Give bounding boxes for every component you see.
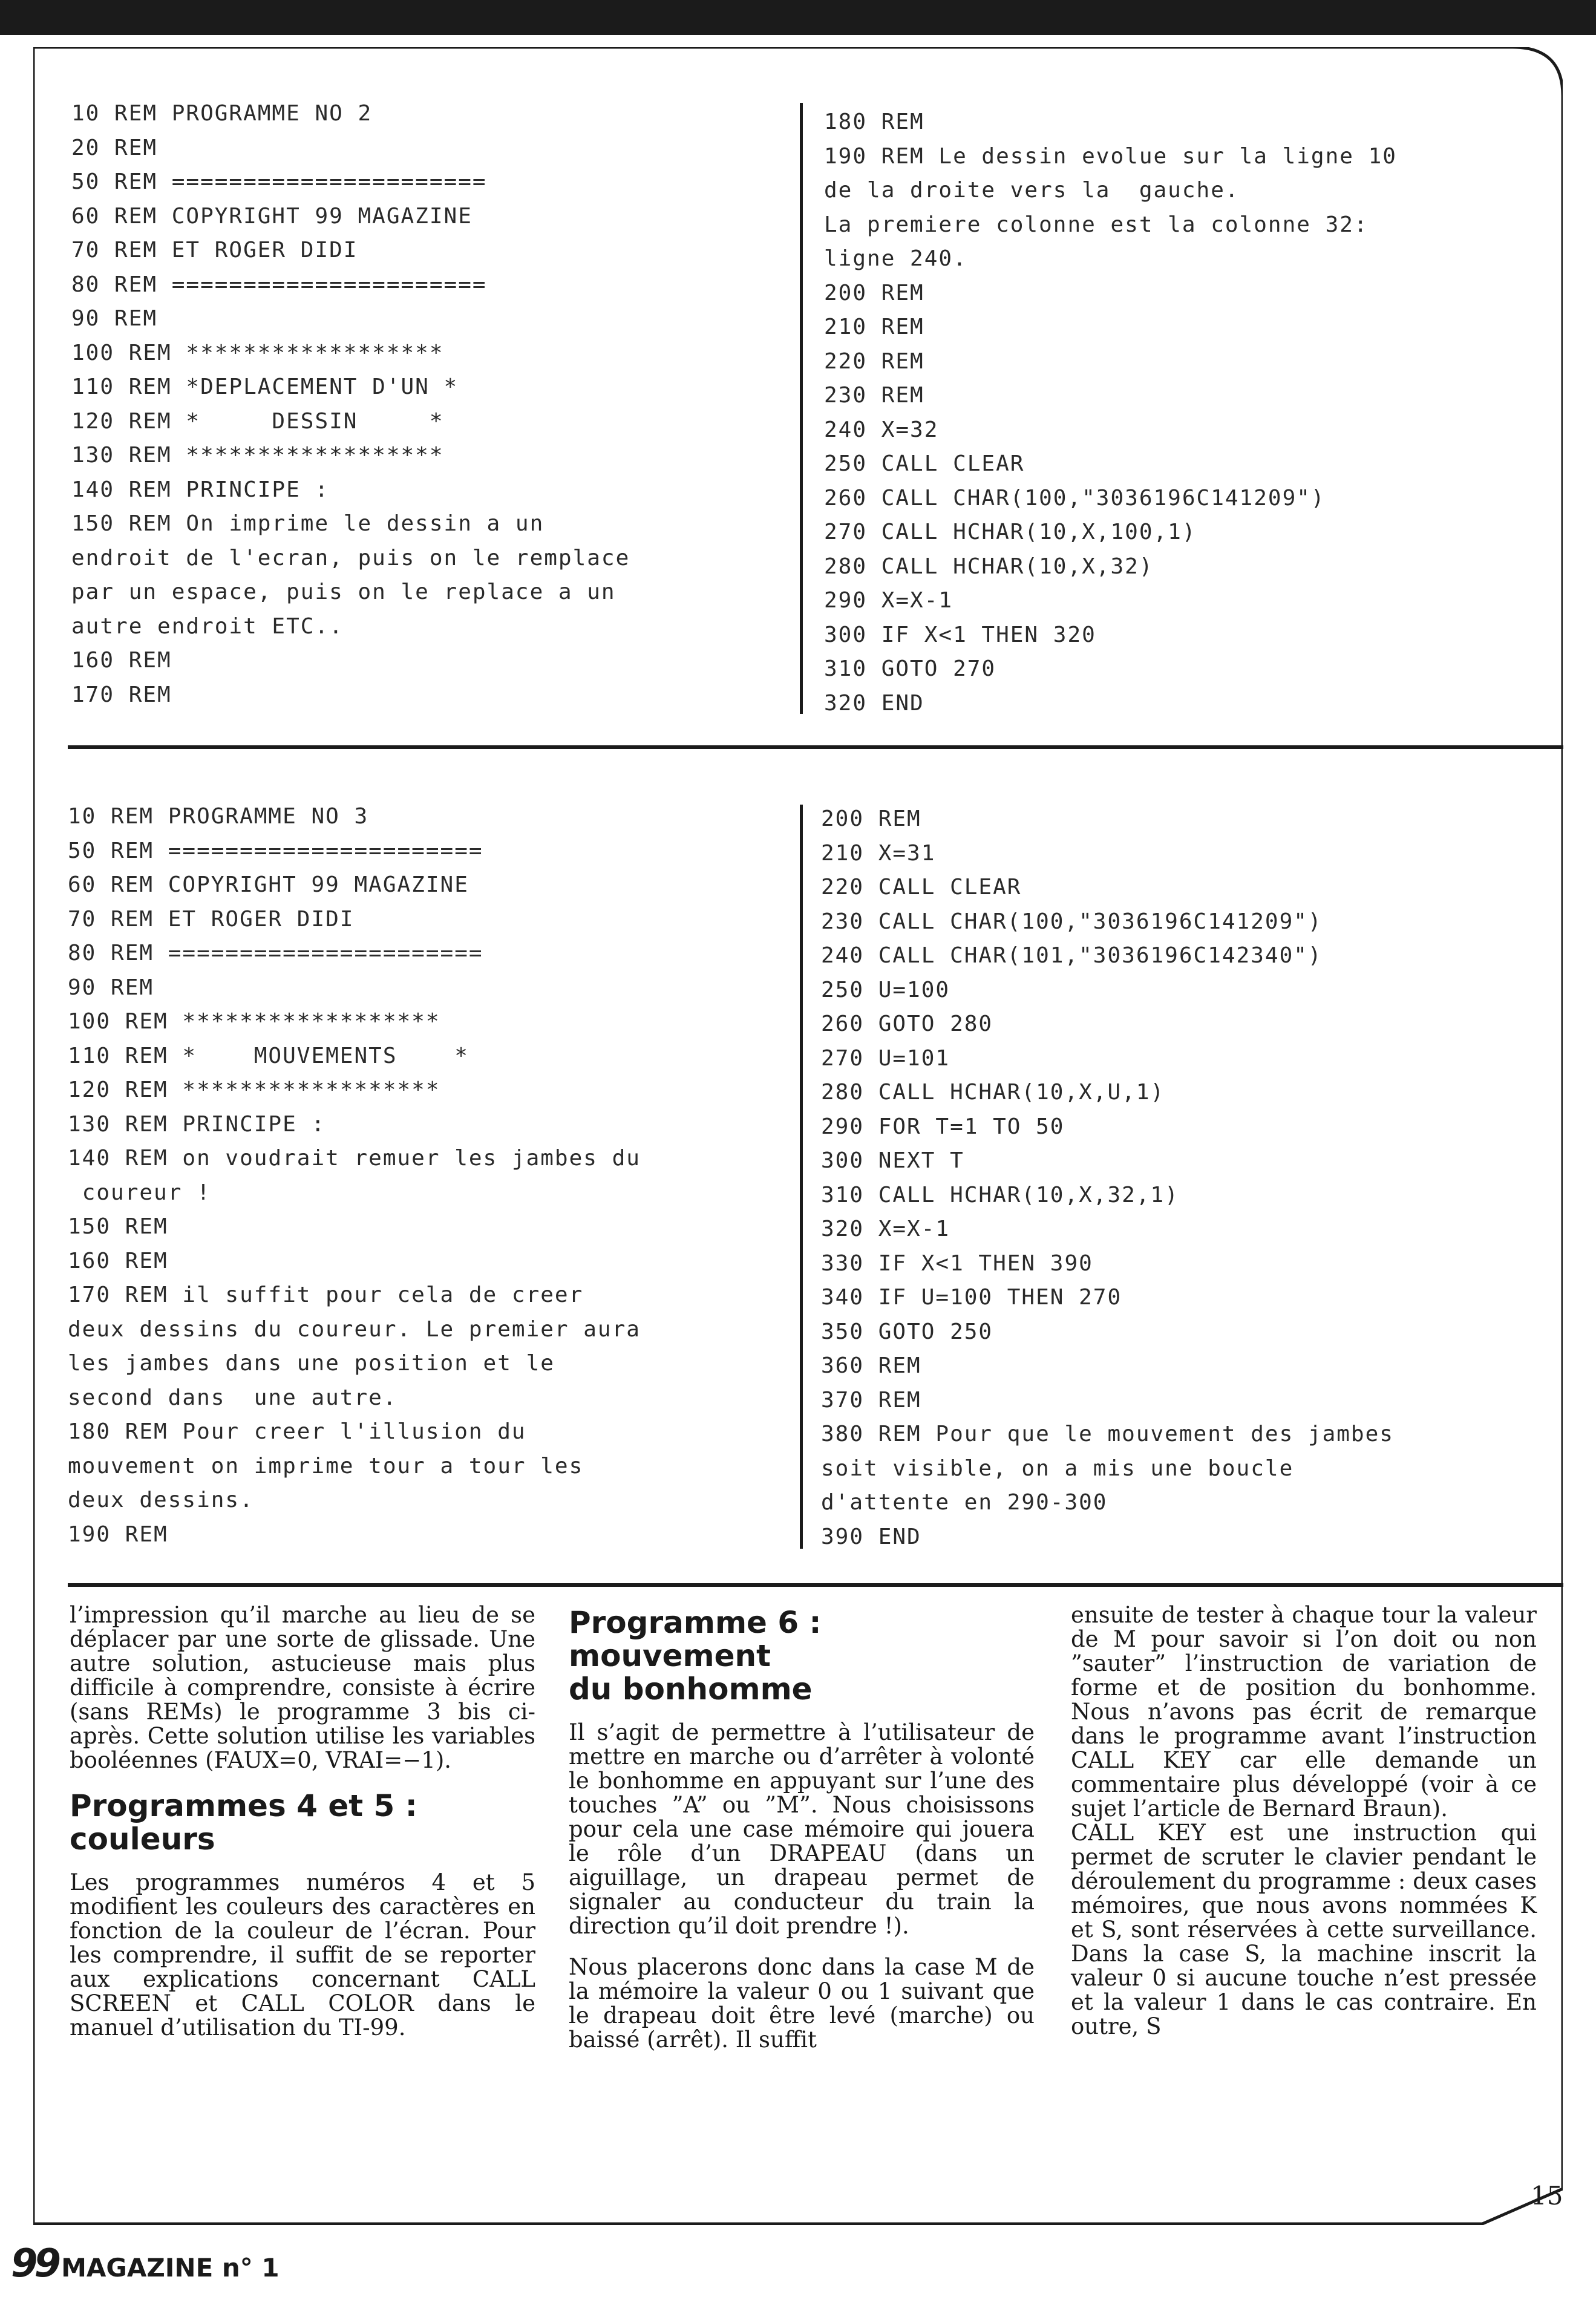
listing-program-3-left: 10 REM PROGRAMME NO 3 50 REM ====================== 60 REM COPYRIGHT 99 MAGAZINE 70 REM ET ROGER DIDI 80 REM ====================== 90 REM 100 REM ****************** 110 REM * MOUVEMENTS * 120 REM ****************** 130 REM PRINCIPE : 140 REM on voudrait remuer les jambes du coureur ! 150 REM 160 REM 170 REM il suffit pour cela de creer deux dessins du coureur. Le premier aura les jambes dans une position et le second dans une autre. 180 REM Pour creer l'illusion du mouvement on imprime tour a tour les deux dessins. 190 REM: [68, 804, 641, 1547]
listing-program-3-right: 200 REM 210 X=31 220 CALL CLEAR 230 CALL CHAR(100,"3036196C141209") 240 CALL CHAR(101,"3036196C142340") 250 U=100 260 GOTO 280 270 U=101 280 CALL HCHAR(10,X,U,1) 290 FOR T=1 TO 50 300 NEXT T 310 CALL HCHAR(10,X,32,1) 320 X=X-1 330 IF X<1 THEN 390 340 IF U=100 THEN 270 350 GOTO 250 360 REM 370 REM 380 REM Pour que le mouvement des jambes soit visible, on a mis une boucle d'attente en 290-300 390 END: [821, 806, 1394, 1549]
paragraph: ensuite de tester à chaque tour la valeur de M pour savoir si l’on doit ou non ”sauter” l’instruction de variation de forme et de position du bonhomme. Nous n’avons pas écrit de remarque dans le programme avant l’instruction CALL KEY car elle demande un commentaire plus développé (voir à ce sujet l’article de Bernard Braun).: [1071, 1602, 1537, 1822]
listing-divider: [800, 805, 803, 1549]
top-black-band: [0, 0, 1596, 35]
article-column-2: [569, 1606, 1035, 2069]
paragraph: Nous placerons donc dans la case M de la mémoire la valeur 0 ou 1 suivant que le drapeau doit être levé (marche) ou baissé (arrêt). Il suffit: [569, 1954, 1035, 2053]
listing-divider: [800, 103, 803, 714]
listing-program-2-left: 10 REM PROGRAMME NO 2 20 REM 50 REM ====================== 60 REM COPYRIGHT 99 MAGAZINE 70 REM ET ROGER DIDI 80 REM ====================== 90 REM 100 REM ****************** 110 REM *DEPLACEMENT D'UN * 120 REM * DESSIN * 130 REM ****************** 140 REM PRINCIPE : 150 REM On imprime le dessin a un endroit de l'ecran, puis on le remplace par un espace, puis on le replace a un autre endroit ETC.. 160 REM 170 REM: [71, 101, 630, 707]
paragraph: Il s’agit de permettre à l’utilisateur de mettre en marche ou d’arrêter à volonté le bonhomme en appuyant sur l’une des touches ”A” ou ”M”. Nous choisissons pour cela une case mémoire qui jouera le rôle d’un DRAPEAU (dans un aiguillage, un drapeau permet de signaler au conducteur du train la direction qu’il doit prendre !).: [569, 1719, 1035, 1939]
logo-number: 99: [11, 2241, 58, 2286]
paragraph: l’impression qu’il marche au lieu de se déplacer par une sorte de glissade. Une autre solution, astucieuse mais plus difficile à comprendre, consiste à écrire (sans REMs) le programme 3 bis ci-après. Cette solution utilise les variables booléennes (FAUX=0, VRAI=−1).: [70, 1602, 535, 1773]
section-divider: [68, 745, 1563, 749]
paragraph: CALL KEY est une instruction qui permet de scruter le clavier pendant le déroulement du programme : deux cases mémoires, que nous avons nommées K et S, sont réservées à cette surveillance. Dans la case S, la machine inscrit la valeur 0 si aucune touche n’est pressée et la valeur 1 dans le cas contraire. En outre, S: [1071, 1820, 1537, 2039]
listing-program-2-right: 180 REM 190 REM Le dessin evolue sur la ligne 10 de la droite vers la gauche. La premiere colonne est la colonne 32: ligne 240. 200 REM 210 REM 220 REM 230 REM 240 X=32 250 CALL CLEAR 260 CALL CHAR(100,"3036196C141209") 270 CALL HCHAR(10,X,100,1) 280 CALL HCHAR(10,X,32) 290 X=X-1 300 IF X<1 THEN 320 310 GOTO 270 320 END: [824, 109, 1397, 716]
page-number: 15: [1531, 2181, 1563, 2211]
section-heading: Programmes 4 et 5 : couleurs: [70, 1788, 417, 1857]
issue-number: n° 1: [221, 2253, 280, 2283]
section-divider: [68, 1583, 1563, 1587]
magazine-logo: [11, 2241, 280, 2286]
section-heading: Programme 6 : mouvement du bonhomme: [569, 1605, 822, 1707]
article-column-3: [1071, 1603, 1537, 2056]
logo-text: MAGAZINE: [61, 2253, 214, 2283]
paragraph: Les programmes numéros 4 et 5 modifient les couleurs des caractères en fonction de la couleur de l’écran. Pour les comprendre, il suffit de se reporter aux explications concernant CALL SCREEN et CALL COLOR dans le manuel d’utilisation du TI-99.: [70, 1869, 535, 2041]
article-column-1: [70, 1603, 535, 2057]
